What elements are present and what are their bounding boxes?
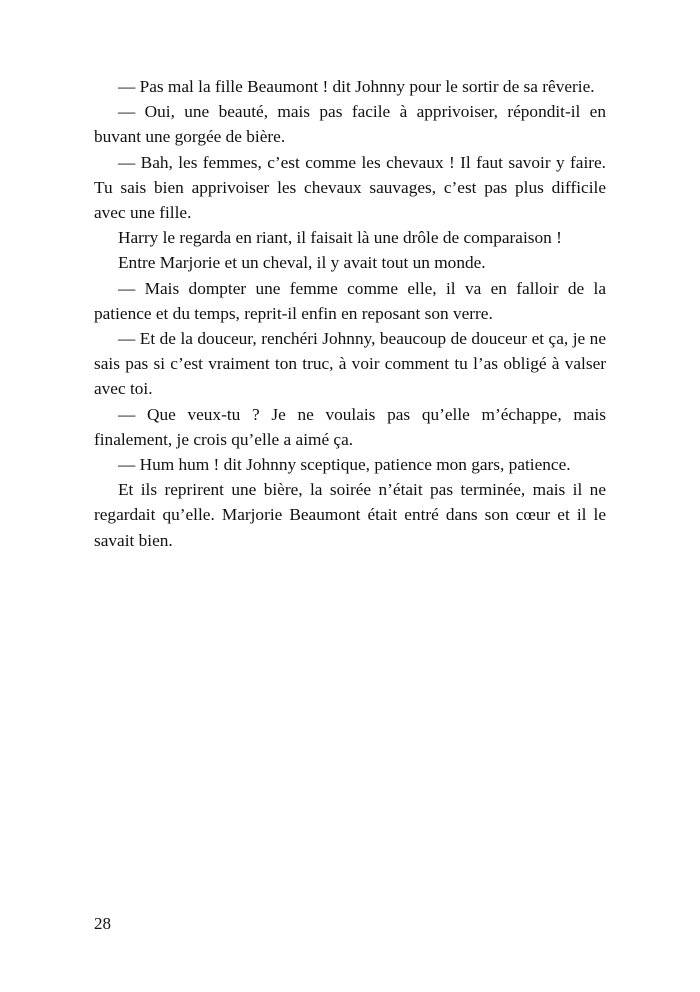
paragraph: — Oui, une beauté, mais pas facile à apprivoiser, répondit-il en buvant une gorgée de bière. [94,102,606,147]
paragraph: Harry le regarda en riant, il faisait là une drôle de comparaison ! [118,228,562,248]
paragraph: — Mais dompter une femme comme elle, il va en falloir de la patience et du temps, reprit-il enfin en reposant son verre. [94,278,606,323]
paragraph: — Bah, les femmes, c’est comme les chevaux ! Il faut savoir y faire. Tu sais bien apprivoiser les chevaux sauvages, c’est pas plus difficile avec une fille. [94,152,606,223]
paragraph: Et ils reprirent une bière, la soirée n’était pas terminée, mais il ne regardait qu’elle. Marjorie Beaumont était entré dans son cœur et il le savait bien. [94,480,606,550]
paragraph: — Et de la douceur, renchéri Johnny, beaucoup de douceur et ça, je ne sais pas si c’est vraiment ton truc, à voir comment tu l’as obligé à valser avec toi. [94,329,606,399]
paragraph: — Pas mal la fille Beaumont ! dit Johnny pour le sortir de sa rêverie. [118,77,595,96]
paragraph: Entre Marjorie et un cheval, il y avait tout un monde. [118,253,486,273]
paragraph: — Hum hum ! dit Johnny sceptique, patience mon gars, patience. [118,455,571,475]
page-number: 28 [94,914,111,933]
page-body [94,74,606,553]
paragraph: — Que veux-tu ? Je ne voulais pas qu’elle m’échappe, mais finalement, je crois qu’elle a aimé ça. [94,404,606,449]
